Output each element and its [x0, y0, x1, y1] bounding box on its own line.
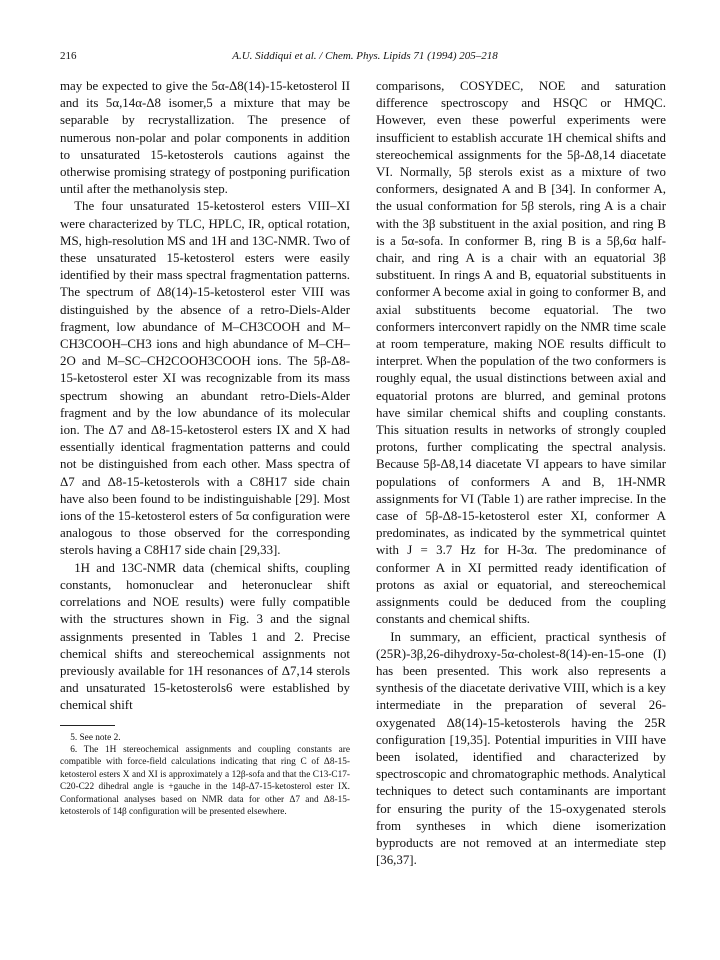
- left-column: [60, 78, 350, 818]
- left-paragraph-1: may be expected to give the 5α-Δ8(14)-15-ketosterol II and its 5α,14α-Δ8 isomer,5 a mixture that may be separable by recrystallization. The presence of numerous non-polar and polar components in addition to unsaturated 15-ketosterols cautions against the otherwise promising strategy of postponing purification until after the methanolysis step.: [60, 79, 350, 197]
- left-paragraph-2: The four unsaturated 15-ketosterol esters VIII–XI were characterized by TLC, HPLC, IR, optical rotation, MS, high-resolution MS and 1H and 13C-NMR. Two of these unsaturated 15-ketosterol esters were easily identified by their mass spectral fragmentation patterns. The spectrum of Δ8(14)-15-ketosterol ester VIII was distinguished by the absence of a retro-Diels-Alder fragment, low abundance of M–CH3COOH and M–CH3COOH–CH3 ions and high abundance of M–CH–2O and M–SC–CH2COOH3COOH ions. The 5β-Δ8-15-ketosterol ester XI was recognizable from its mass spectrum showing an abundant retro-Diels-Alder fragment and by the low abundance of its molecular ion. The Δ7 and Δ8-15-ketosterol esters IX and X had essentially identical fragmentation patterns and could not be distinguished from each other. Mass spectra of Δ7 and Δ8-15-ketosterols with a C8H17 side chain have also been found to be indistinguishable [29]. Most ions of the 15-ketosterol esters of 5α configuration were analogous to those observed for the corresponding sterols having a C8H17 side chain [29,33].: [60, 199, 350, 558]
- running-head: A.U. Siddiqui et al. / Chem. Phys. Lipids 71 (1994) 205–218: [232, 50, 498, 62]
- right-column: [376, 78, 666, 869]
- footnote-rule: [60, 725, 115, 726]
- footnote-6: 6. The 1H stereochemical assignments and coupling constants are compatible with force-field calculations indicating that ring C of Δ8-15-ketosterol esters X and XI is approximately a 12β-sofa and that the C13-C17-C20-C22 dihedral angle is +gauche in the 14β-Δ7-15-ketosterol ester IX. Conformational analyses based on NMR data for other Δ7 and Δ8-15-ketosterols of 14β configuration will be presented elsewhere.: [60, 744, 350, 817]
- page-header: [60, 50, 670, 66]
- footnote-5: 5. See note 2.: [70, 732, 121, 743]
- page-number: 216: [60, 50, 77, 62]
- right-paragraph-1: comparisons, COSYDEC, NOE and saturation difference spectroscopy and HSQC or HMQC. However, even these powerful experiments were insufficient to establish accurate 1H chemical shifts and stereochemical assignments for the 5β-Δ8,14 diacetate VI. Normally, 5β sterols exist as a mixture of two conformers, designated A and B [34]. In conformer A, the usual conformation for 5β sterols, ring A is a chair with the 3β substituent in the axial position, and ring B is a 5α-sofa. In conformer B, ring B is a 5β,6α half-chair, and ring A is a chair with an equatorial 3β substituent. In rings A and B, equatorial substituents in conformer A become axial in going to conformer B, and axial substituents become equatorial. The two conformers interconvert rapidly on the NMR time scale at room temperature, making NOE results difficult to interpret. When the population of the two conformers is roughly equal, the usual distinctions between axial and equatorial protons are blurred, and geminal protons have similar chemical shifts and coupling constants. This situation results in networks of strongly coupled protons, further complicating the spectral analysis. Because 5β-Δ8,14 diacetate VI appears to have similar populations of conformers A and B, 1H-NMR assignments for VI (Table 1) are rather imprecise. In the case of 5β-Δ8-15-ketosterol ester XI, conformer A predominates, as indicated by the symmetrical quintet with J = 3.7 Hz for H-3α. The predominance of conformer A in XI permitted ready identification of protons as axial or equatorial, and stereochemical assignments could be deduced from the coupling constants and chemical shifts.: [376, 79, 666, 627]
- left-paragraph-3: 1H and 13C-NMR data (chemical shifts, coupling constants, homonuclear and heteronuclear shift correlations and NOE results) were fully compatible with the structures shown in Fig. 3 and the signal assignments presented in Tables 1 and 2. Precise chemical shifts and stereochemical assignments not previously available for 1H resonances of Δ7,14 sterols and unsaturated 15-ketosterols6 were established by chemical shift: [60, 560, 350, 713]
- right-paragraph-2: In summary, an efficient, practical synthesis of (25R)-3β,26-dihydroxy-5α-cholest-8(14)-en-15-one (I) has been presented. This work also represents a synthesis of the diacetate derivative VIII, which is a key intermediate in the preparation of several 26-oxygenated Δ8(14)-15-ketosterols having the 25R configuration [19,35]. Potential impurities in VIII have been isolated, identified and characterized by spectroscopic and chromatographic methods. Analytical techniques to detect such contaminants are important for ensuring the purity of the 15-oxygenated sterols from syntheses in which diene isomerization byproducts are not removed at an intermediate step [36,37].: [376, 629, 666, 868]
